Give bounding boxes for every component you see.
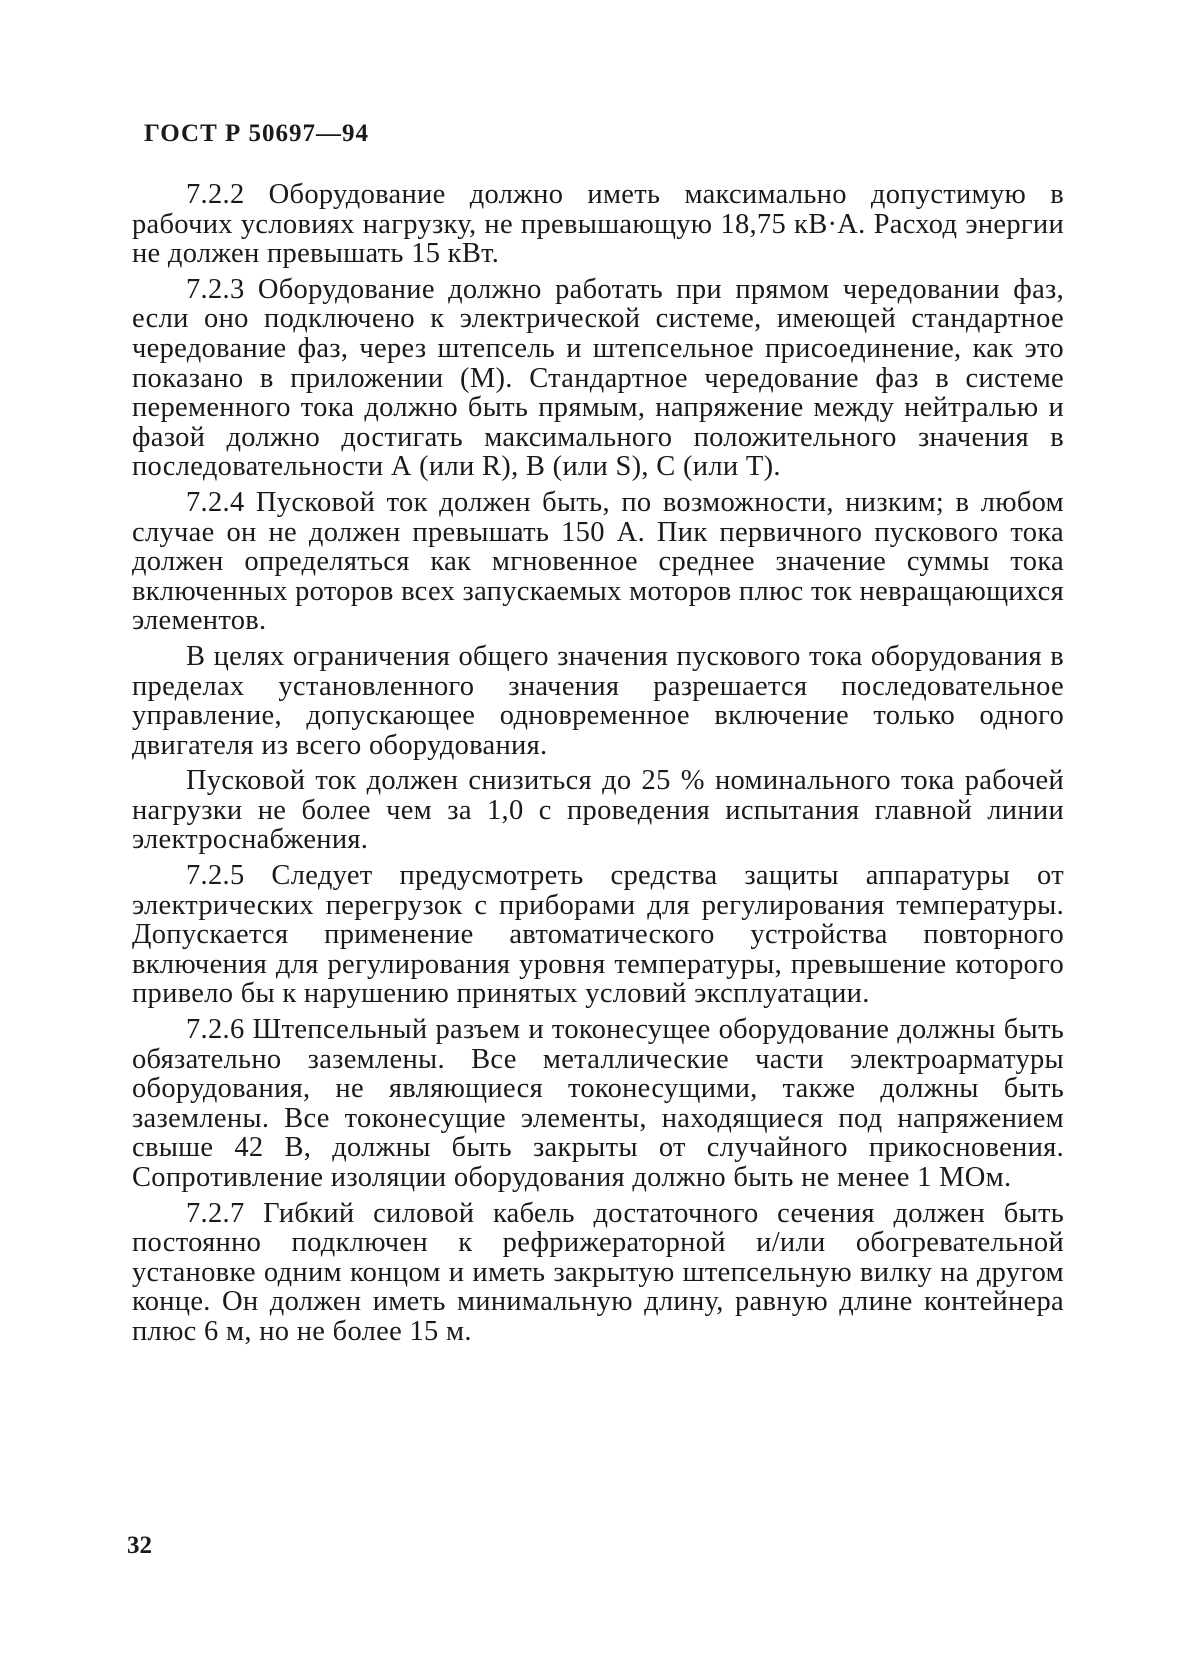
paragraph-7-2-2: 7.2.2 Оборудование должно иметь максимально допустимую в рабочих условиях нагрузку, не превышающую 18,75 кВ·А. Расход энергии не должен превышать 15 кВт.: [132, 179, 1064, 270]
paragraph-7-2-4-limit: В целях ограничения общего значения пускового тока оборудования в пределах установленного значения разрешается последовательное управление, допускающее одновременное включение только одного двигателя из всего оборудования.: [132, 640, 1064, 761]
body-text: [132, 180, 1064, 1347]
paragraph-7-2-3: 7.2.3 Оборудование должно работать при прямом чередовании фаз, если оно подключено к электрической системе, имеющей стандартное чередование фаз, через штепсель и штепсельное присоединение, как это показано в приложении (М). Стандартное чередование фаз в системе переменного тока должно быть прямым, напряжение между нейтралью и фазой должно достигать максимального положительного значения в последовательности А (или R), В (или S), С (или Т).: [132, 273, 1064, 483]
paragraph-7-2-7: 7.2.7 Гибкий силовой кабель достаточного сечения должен быть постоянно подключен к рефрижераторной и/или обогревательной установке одним концом и иметь закрытую штепсельную вилку на другом конце. Он должен иметь минимальную длину, равную длине контейнера плюс 6 м, но не более 15 м.: [132, 1197, 1064, 1347]
paragraph-7-2-6: 7.2.6 Штепсельный разъем и токонесущее оборудование должны быть обязательно заземлены. Все металлические части электроарматуры оборудования, не являющиеся токонесущими, также должны быть заземлены. Все токонесущие элементы, находящиеся под напряжением свыше 42 В, должны быть закрыты от случайного прикосновения. Сопротивление изоляции оборудования должно быть не менее 1 МОм.: [132, 1014, 1064, 1193]
paragraph-7-2-4-current: Пусковой ток должен снизиться до 25 % номинального тока рабочей нагрузки не более чем за 1,0 с проведения испытания главной линии электроснабжения.: [132, 765, 1064, 856]
paragraph-7-2-4: 7.2.4 Пусковой ток должен быть, по возможности, низким; в любом случае он не должен превышать 150 А. Пик первичного пускового тока должен определяться как мгновенное среднее значение суммы тока включенных роторов всех запускаемых моторов плюс ток невращающихся элементов.: [132, 486, 1064, 637]
page-number: 32: [127, 1532, 152, 1559]
page-header-standard-id: ГОСТ Р 50697—94: [144, 120, 370, 147]
paragraph-7-2-5: 7.2.5 Следует предусмотреть средства защиты аппаратуры от электрических перегрузок с приборами для регулирования температуры. Допускается применение автоматического устройства повторного включения для регулирования уровня температуры, превышение которого привело бы к нарушению принятых условий эксплуатации.: [132, 860, 1064, 1010]
